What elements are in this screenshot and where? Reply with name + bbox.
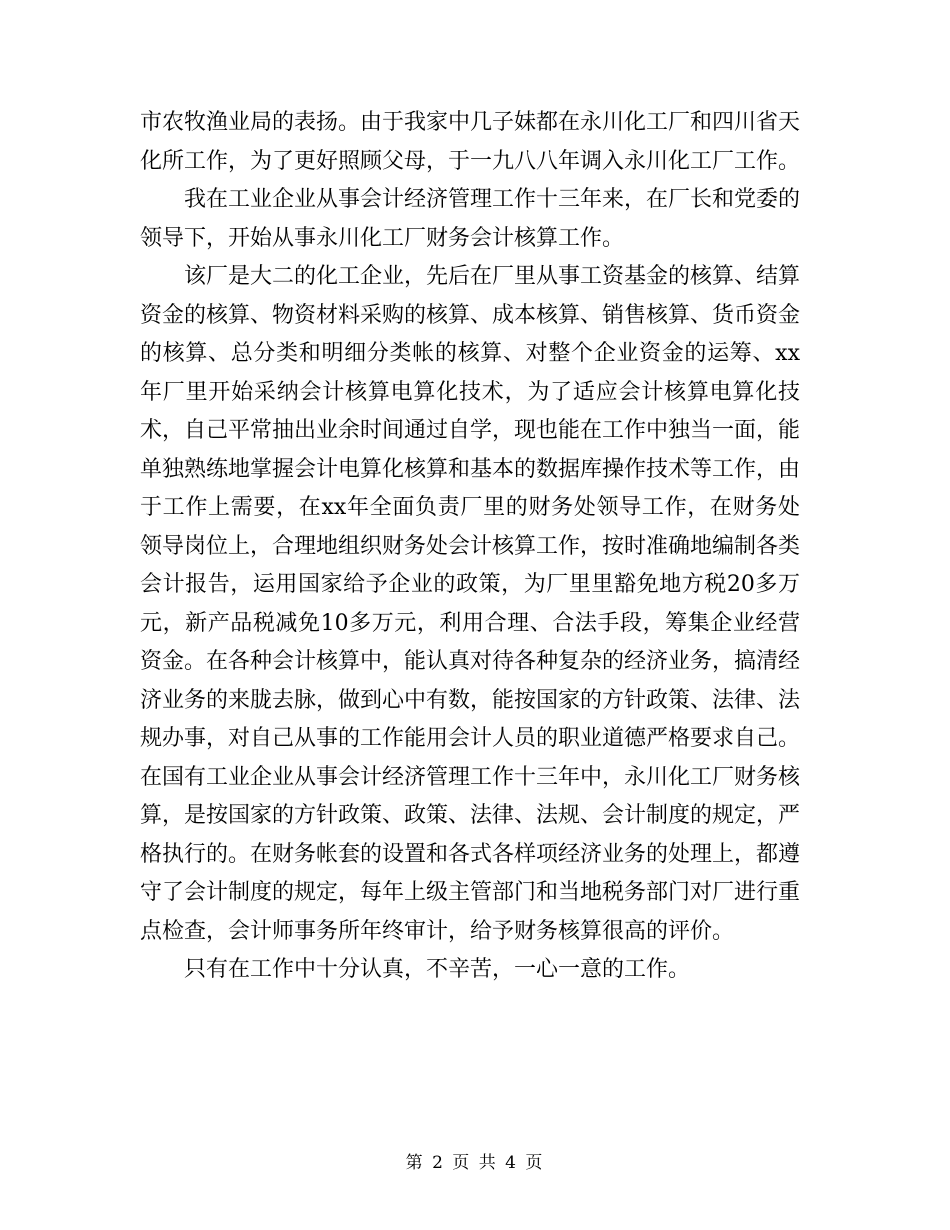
page-number: 第 2 页 共 4 页 <box>405 1153 545 1173</box>
paragraph-2: 我在工业企业从事会计经济管理工作十三年来，在厂长和党委的领导下，开始从事永川化工厂财务会计核算工作。 <box>140 187 801 251</box>
page-footer <box>0 1151 950 1175</box>
paragraph-4: 只有在工作中十分认真，不辛苦，一心一意的工作。 <box>184 957 691 982</box>
paragraph-3: 该厂是大二的化工企业，先后在厂里从事工资基金的核算、结算资金的核算、物资材料采购的核算、成本核算、销售核算、货币资金的核算、总分类和明细分类帐的核算、对整个企业资金的运筹、xx年厂里开始采纳会计核算电算化技术，为了适应会计核算电算化技术，自己平常抽出业余时间通过自学，现也能在工作中独当一面，能单独熟练地掌握会计电算化核算和基本的数据库操作技术等工作，由于工作上需要，在xx年全面负责厂里的财务处领导工作，在财务处领导岗位上，合理地组织财务处会计核算工作，按时准确地编制各类会计报告，运用国家给予企业的政策，为厂里里豁免地方税20多万元，新产品税减免10多万元，利用合理、合法手段，筹集企业经营资金。在各种会计核算中，能认真对待各种复杂的经济业务，搞清经济业务的来胧去脉，做到心中有数，能按国家的方针政策、法律、法规办事，对自己从事的工作能用会计人员的职业道德严格要求自己。在国有工业企业从事会计经济管理工作十三年中，永川化工厂财务核算，是按国家的方针政策、政策、法律、法规、会计制度的规定，严格执行的。在财务帐套的设置和各式各样项经济业务的处理上，都遵守了会计制度的规定，每年上级主管部门和当地税务部门对厂进行重点检查，会计师事务所年终审计，给予财务核算很高的评价。 <box>140 264 801 944</box>
document-body <box>140 104 800 990</box>
paragraph-1: 市农牧渔业局的表扬。由于我家中几子妹都在永川化工厂和四川省天化所工作，为了更好照顾父母，于一九八八年调入永川化工厂工作。 <box>140 110 801 174</box>
